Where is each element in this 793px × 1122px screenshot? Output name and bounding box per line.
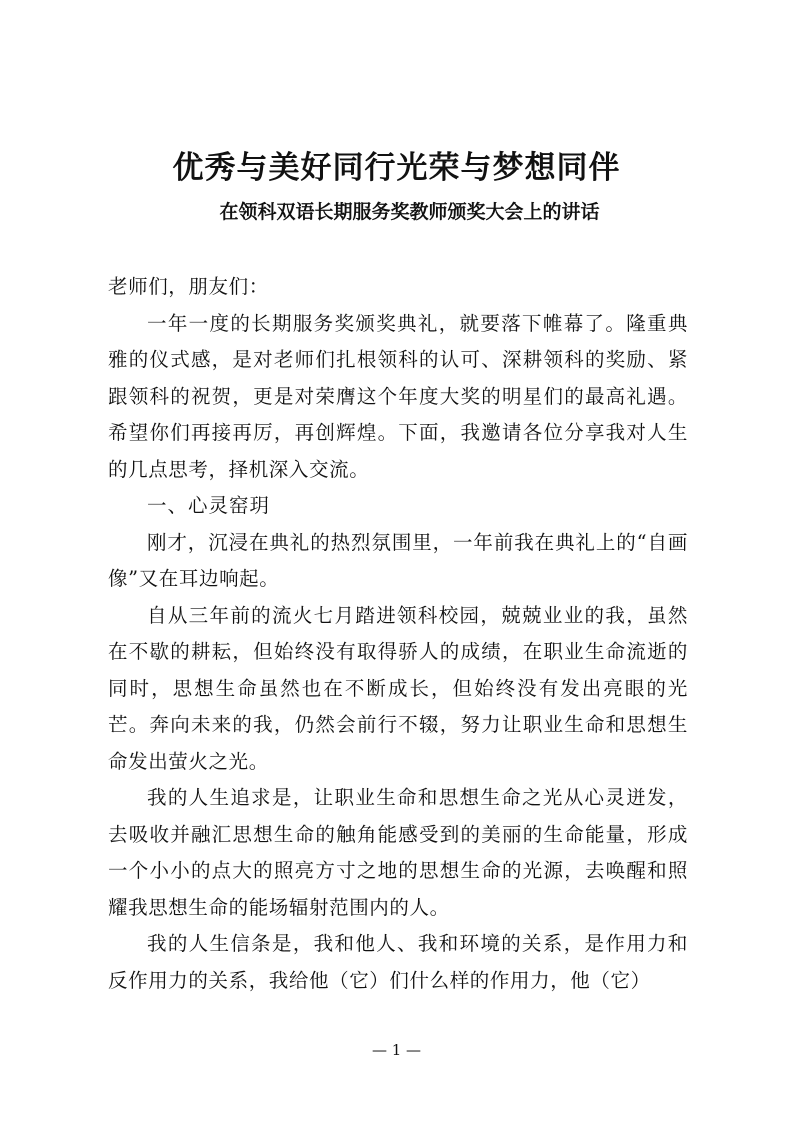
paragraph: 我的人生追求是，让职业生命和思想生命之光从心灵迸发，去吸收并融汇思想生命的触角能感受到的美丽的生命能量，形成一个小小的点大的照亮方寸之地的思想生命的光源，去唤醒和照耀我思想生命的能场辐射范围内的人。 — [108, 786, 688, 919]
paragraph: 自从三年前的流火七月踏进领科校园，兢兢业业的我，虽然在不歇的耕耘，但始终没有取得骄人的成绩，在职业生命流逝的同时，思想生命虽然也在不断成长，但始终没有发出亮眼的光芒。奔向未来的我，仍然会前行不辍，努力让职业生命和思想生命发出萤火之光。 — [108, 603, 688, 773]
page-number: — 1 — — [371, 1041, 422, 1059]
document-title: 优秀与美好同行光荣与梦想同伴 — [172, 150, 621, 186]
paragraph: 我的人生信条是，我和他人、我和环境的关系，是作用力和反作用力的关系，我给他（它）们什么样的作用力，他（它） — [108, 932, 688, 992]
document-subtitle: 在领科双语长期服务奖教师颁奖大会上的讲话 — [219, 201, 600, 223]
greeting: 老师们，朋友们： — [108, 275, 269, 298]
section-heading: 一、心灵窑玥 — [147, 494, 271, 517]
paragraph-intro: 一年一度的长期服务奖颁奖典礼，就要落下帷幕了。隆重典雅的仪式感，是对老师们扎根领科的认可、深耕领科的奖励、紧跟领科的祝贺，更是对荣膺这个年度大奖的明星们的最高礼遇。希望你们再接再厉，再创辉煌。下面，我邀请各位分享我对人生的几点思考，择机深入交流。 — [108, 311, 688, 481]
paragraph: 刚才，沉浸在典礼的热烈氛围里，一年前我在典礼上的“自画像”又在耳边响起。 — [108, 530, 688, 590]
document-body — [108, 269, 688, 999]
